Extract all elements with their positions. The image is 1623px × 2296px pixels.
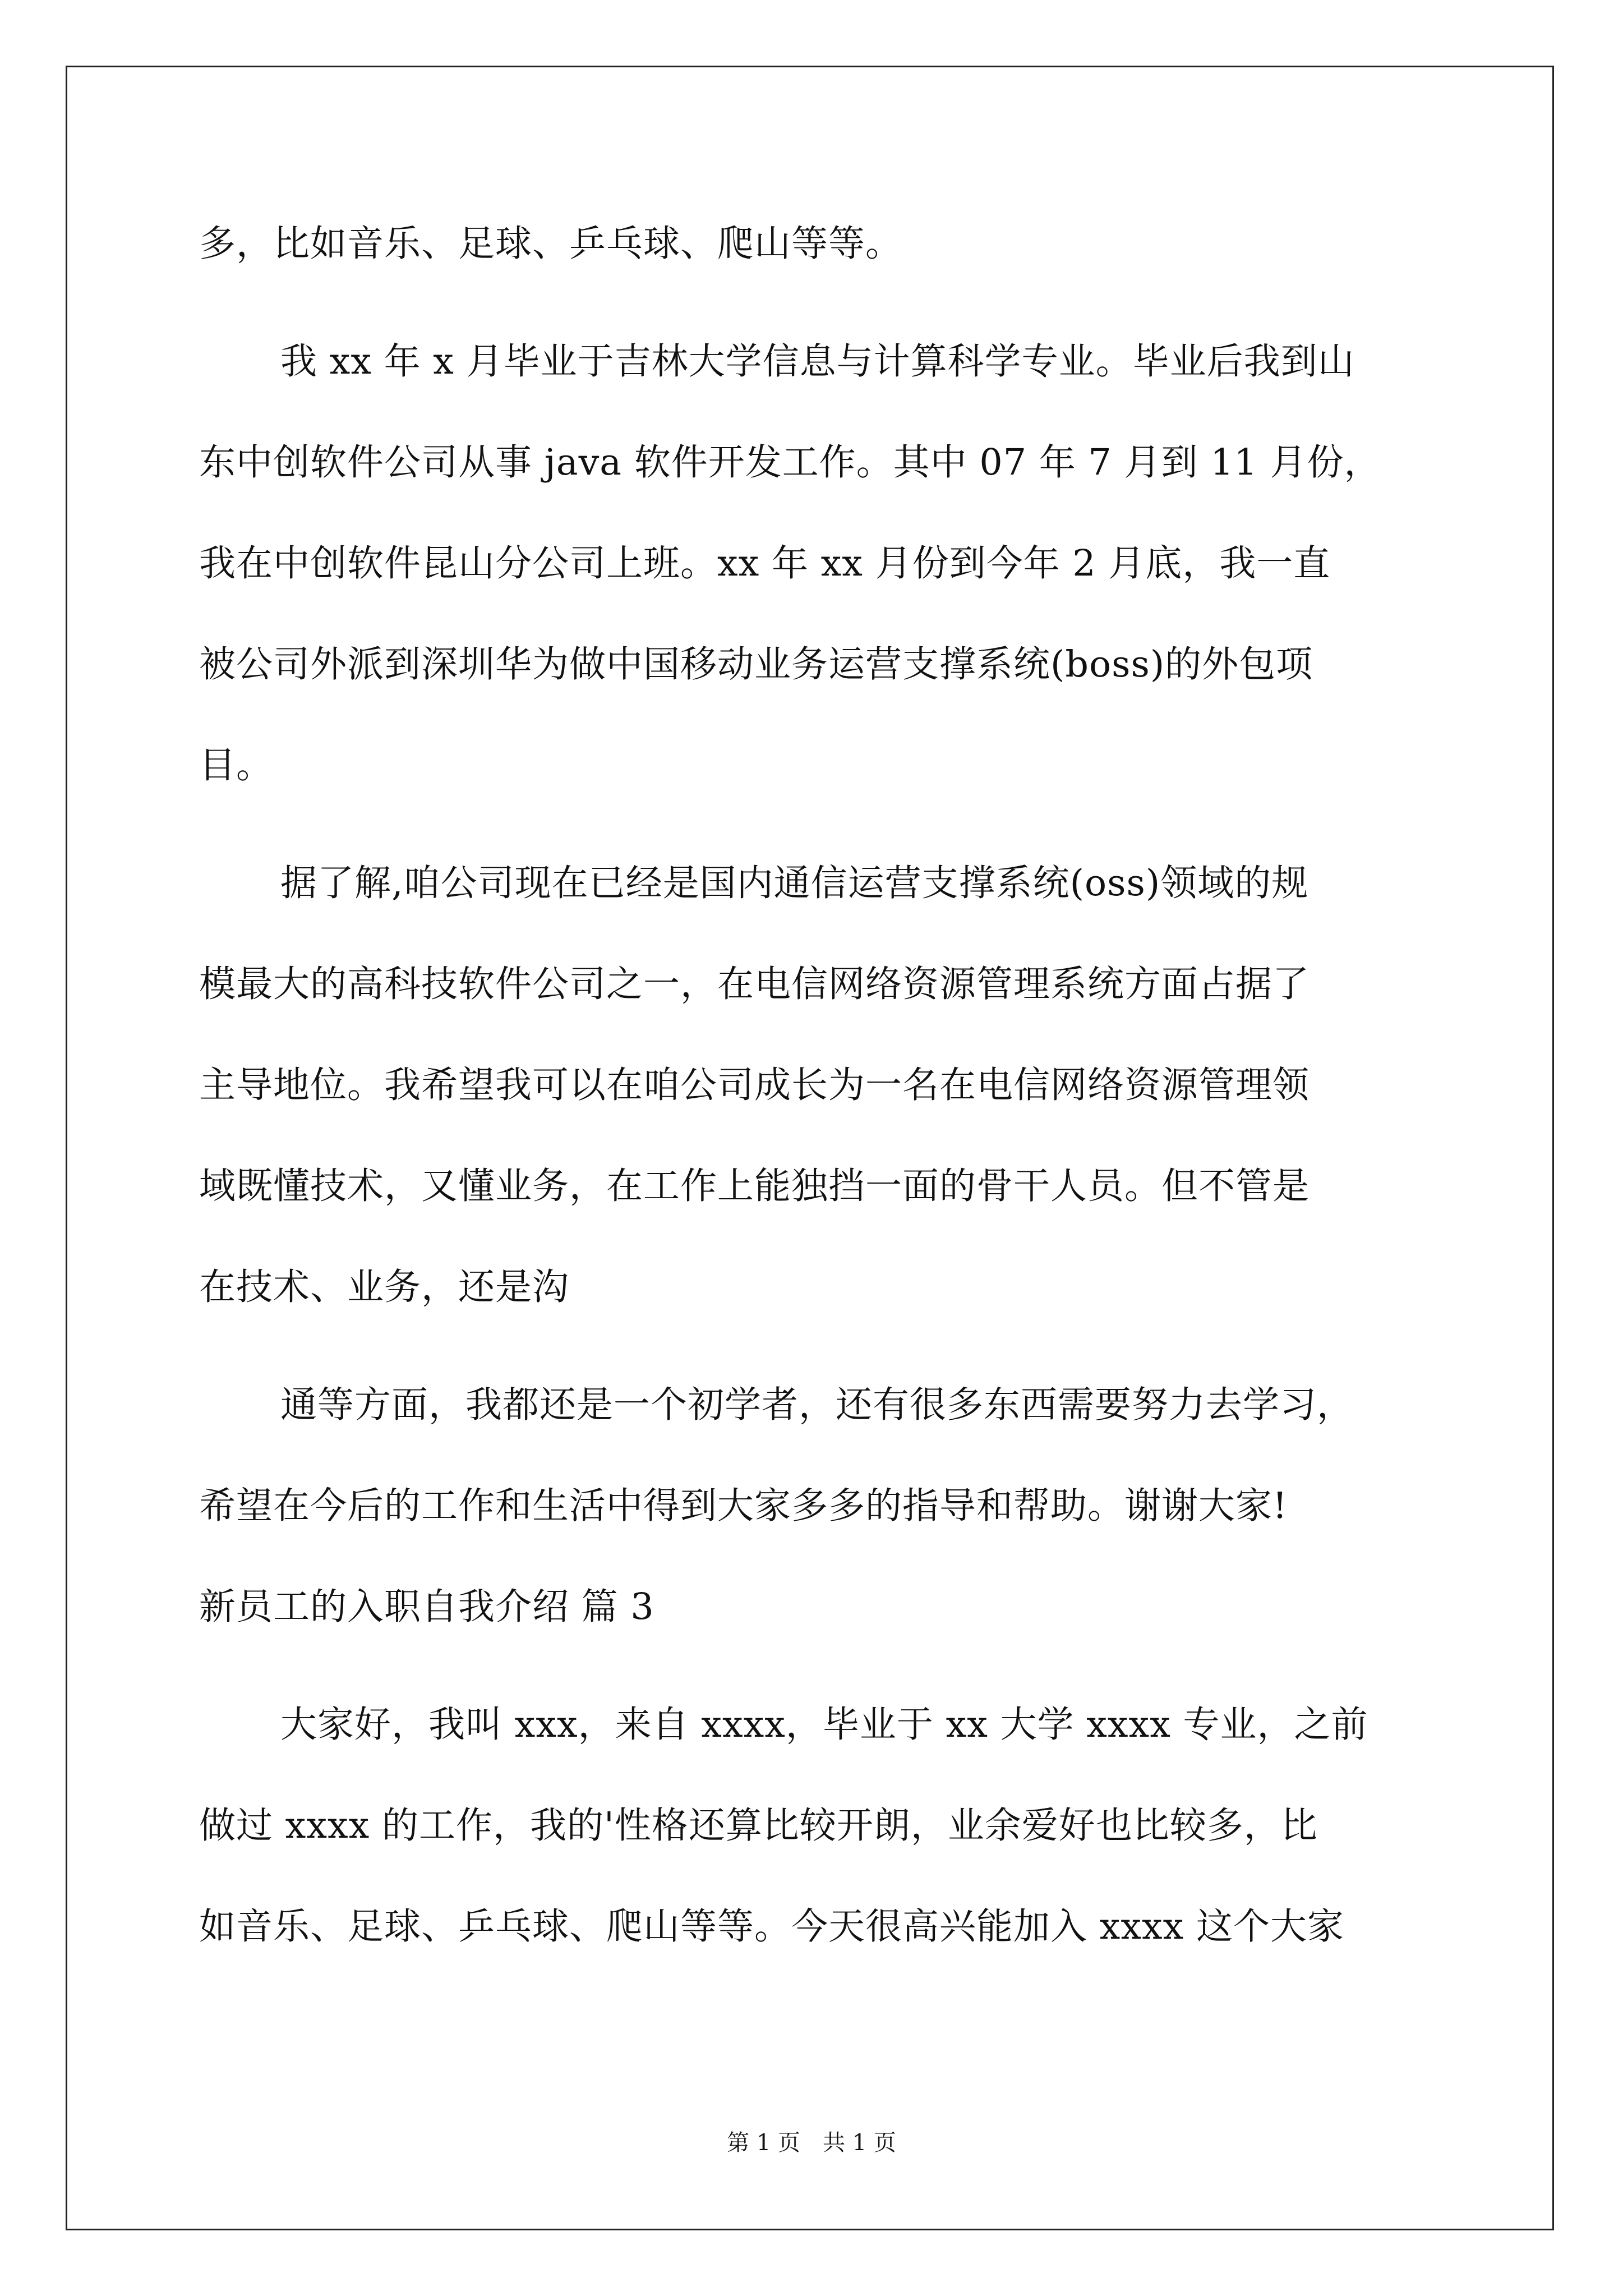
page-footer: 第 1 页 共 1 页 (727, 2130, 896, 2156)
text-line: 如音乐、足球、乒乓球、爬山等等。今天很高兴能加入 xxxx 这个大家 (199, 1906, 1344, 1948)
text-line: 多，比如音乐、足球、乒乓球、爬山等等。 (199, 223, 903, 265)
text-line: 希望在今后的工作和生活中得到大家多多的指导和帮助。谢谢大家! (199, 1485, 1288, 1527)
text-line: 通等方面，我都还是一个初学者，还有很多东西需要努力去学习， (280, 1384, 1354, 1426)
text-line: 目。 (199, 744, 274, 786)
text-line: 大家好，我叫 xxx，来自 xxxx，毕业于 xx 大学 xxxx 专业，之前 (280, 1704, 1368, 1746)
text-line: 东中创软件公司从事 java 软件开发工作。其中 07 年 7 月到 11 月份， (199, 441, 1381, 484)
text-line: 模最大的高科技软件公司之一，在电信网络资源管理系统方面占据了 (199, 963, 1310, 1005)
text-line: 在技术、业务，还是沟 (199, 1266, 570, 1308)
text-line: 我在中创软件昆山分公司上班。xx 年 xx 月份到今年 2 月底，我一直 (199, 542, 1331, 585)
text-line: 被公司外派到深圳华为做中国移动业务运营支撑系统(boss)的外包项 (199, 643, 1313, 685)
text-line: 做过 xxxx 的工作，我的'性格还算比较开朗，业余爱好也比较多，比 (199, 1805, 1318, 1847)
text-line: 域既懂技术，又懂业务，在工作上能独挡一面的骨干人员。但不管是 (199, 1165, 1310, 1207)
text-line: 主导地位。我希望我可以在咱公司成长为一名在电信网络资源管理领 (199, 1064, 1310, 1106)
text-line: 据了解,咱公司现在已经是国内通信运营支撑系统(oss)领域的规 (280, 862, 1309, 904)
section-heading: 新员工的入职自我介绍 篇 3 (199, 1586, 654, 1628)
text-line: 我 xx 年 x 月毕业于吉林大学信息与计算科学专业。毕业后我到山 (280, 341, 1355, 383)
